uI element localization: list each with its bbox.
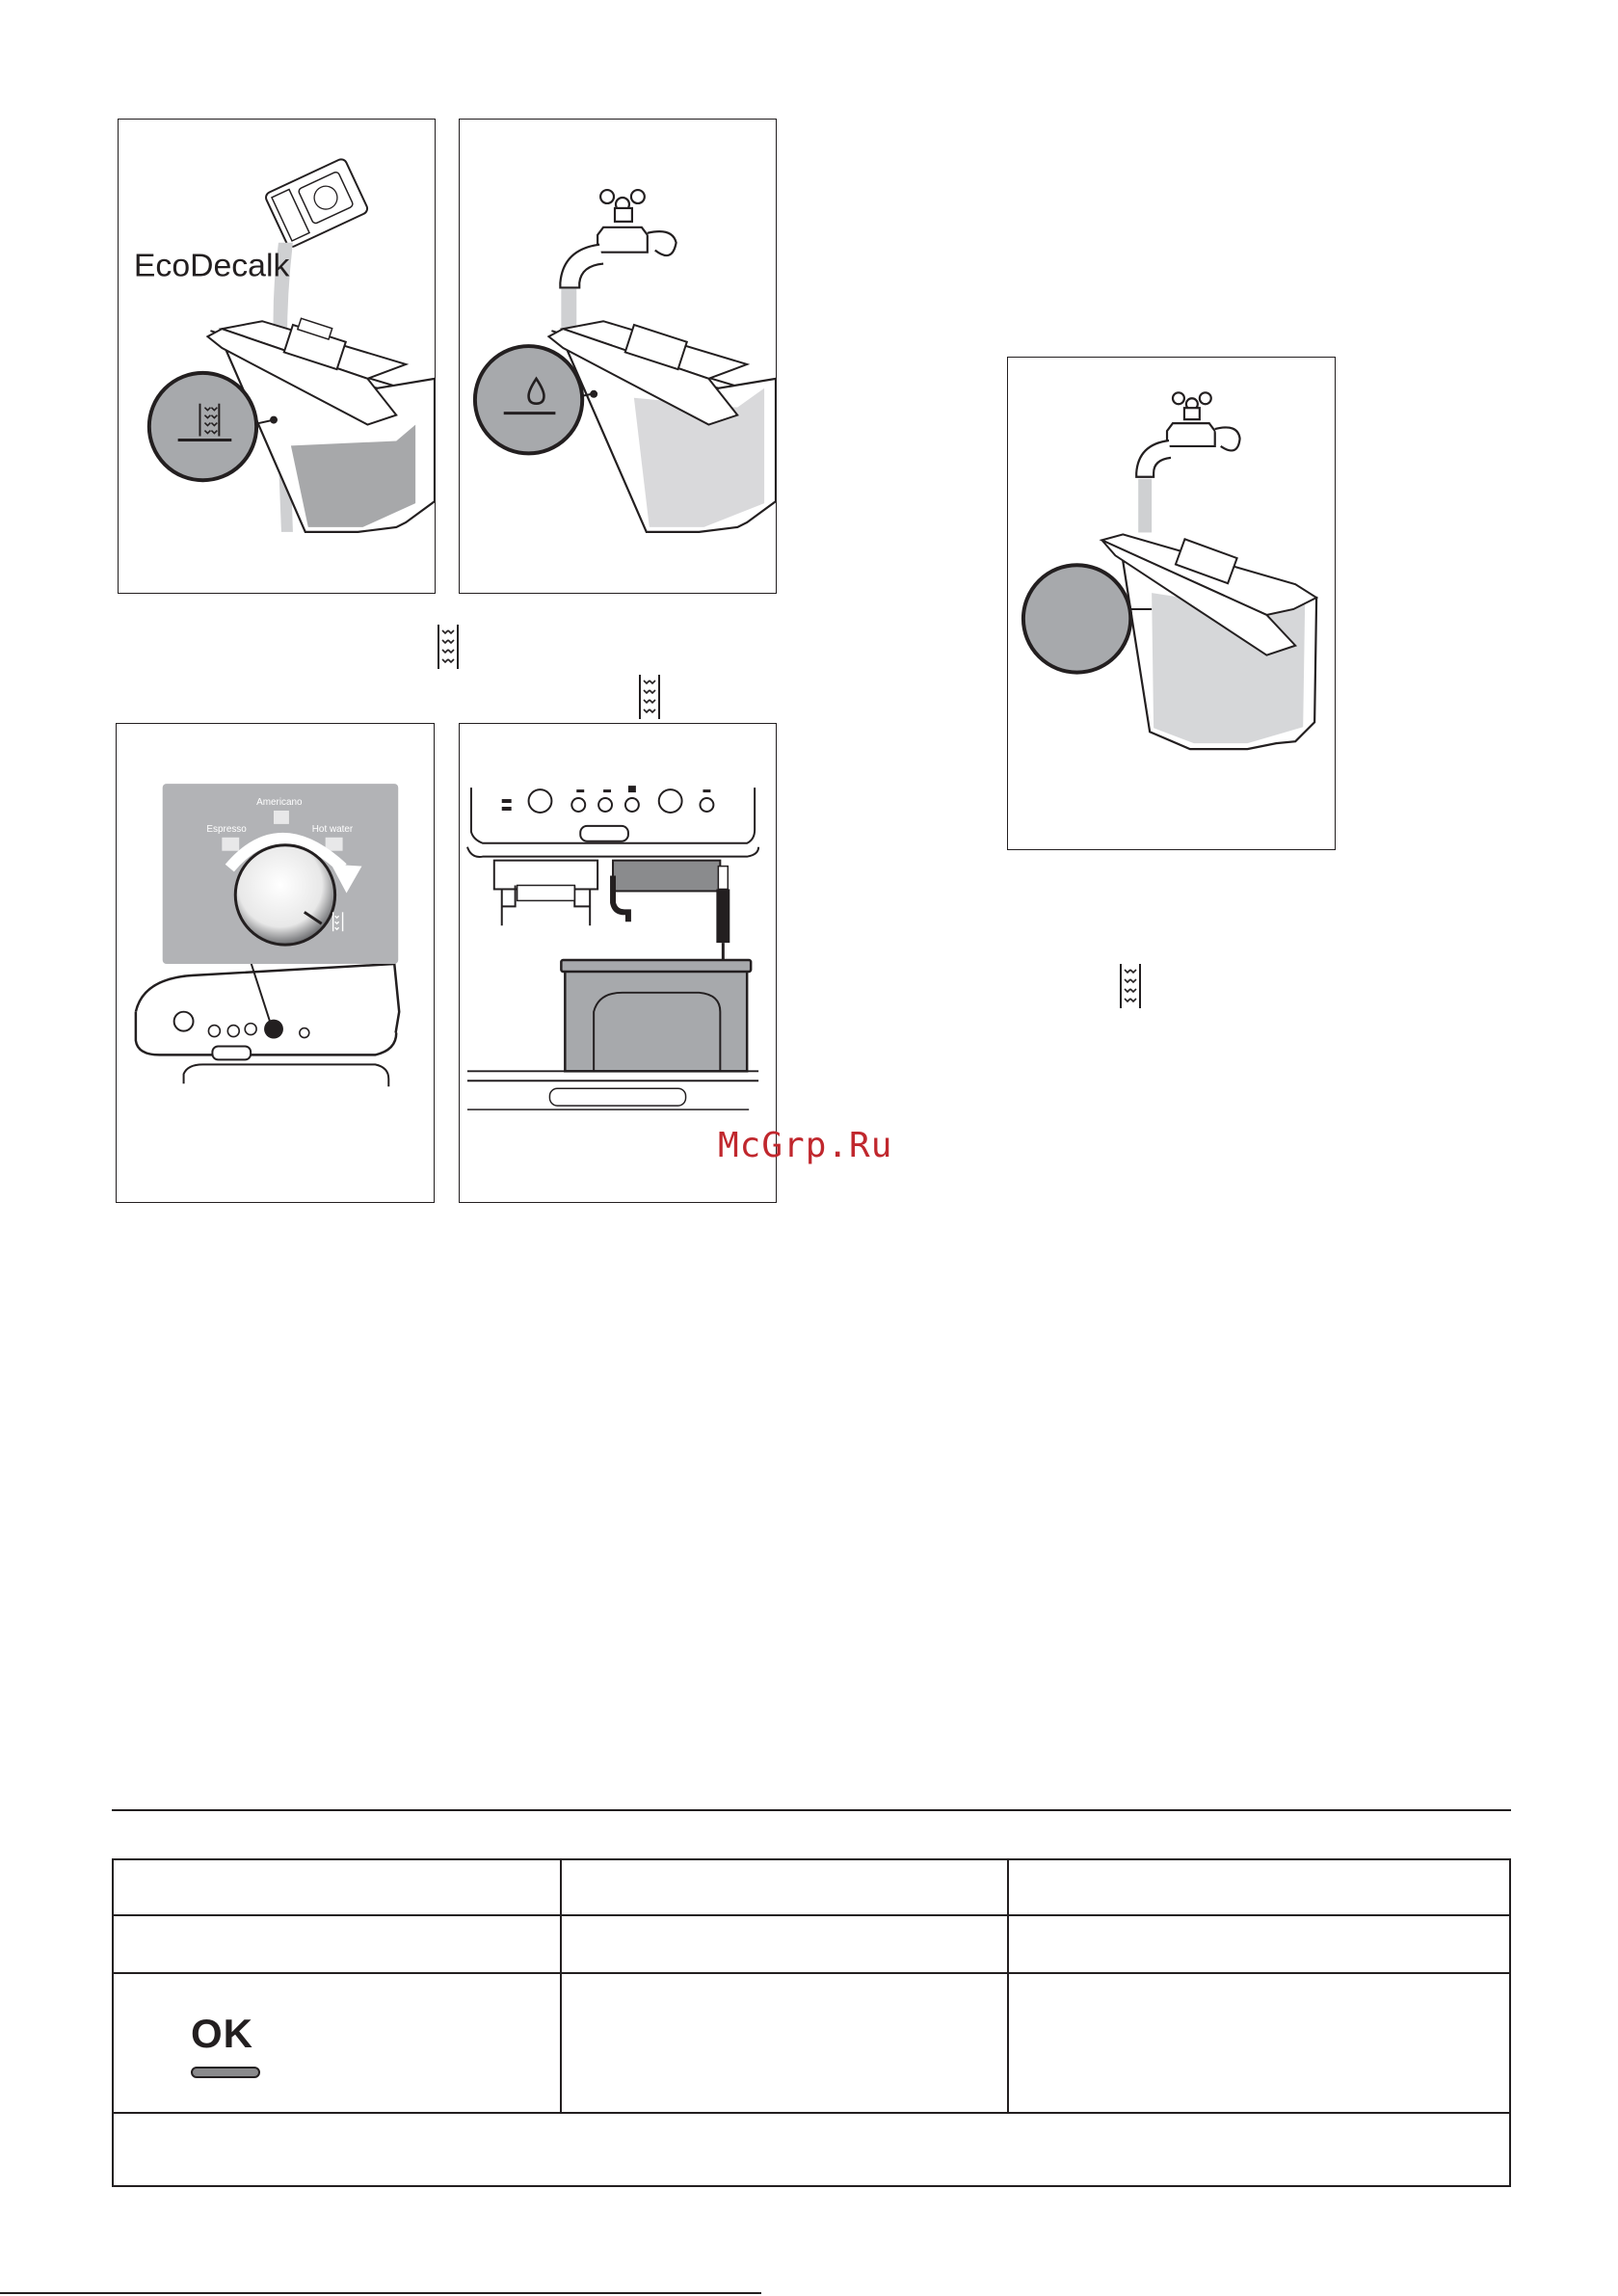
ok-indicator [114, 1974, 560, 2112]
refill-tank-illustration [1008, 358, 1335, 849]
ok-light-icon [191, 2067, 260, 2078]
table-row [113, 2113, 1510, 2186]
ecodecalk-label: EcoDecalk [133, 247, 290, 284]
figure-fill-water [459, 119, 777, 594]
table-cell [1008, 1973, 1510, 2113]
table-cell [113, 2113, 1510, 2186]
dial-label-hot-water: Hot water [311, 823, 354, 835]
dial-label-americano: Americano [256, 796, 303, 808]
table-cell [113, 1973, 561, 2113]
fill-water-illustration [460, 120, 776, 593]
section-divider [112, 1809, 1511, 1811]
rotate-dial-illustration [117, 724, 434, 1202]
pour-descaler-illustration [119, 120, 435, 593]
ok-label: OK [191, 2011, 253, 2056]
status-table [112, 1858, 1511, 2187]
table-cell [561, 1973, 1008, 2113]
figure-rotate-dial [116, 723, 435, 1203]
table-cell [1008, 1915, 1510, 1973]
table-cell [113, 1915, 561, 1973]
descale-icon [637, 673, 662, 723]
descale-icon [436, 623, 461, 673]
table-cell [561, 1915, 1008, 1973]
table-cell [1008, 1859, 1510, 1915]
descale-icon [1118, 962, 1143, 1012]
dial-label-espresso: Espresso [206, 823, 247, 835]
table-row [113, 1915, 1510, 1973]
table-row [113, 1973, 1510, 2113]
table-cell [561, 1859, 1008, 1915]
table-cell [113, 1859, 561, 1915]
page-footer-line [0, 2292, 761, 2294]
watermark: McGrp.Ru [718, 1126, 893, 1165]
figure-pour-descaler [118, 119, 436, 594]
figure-refill-tank [1007, 357, 1336, 850]
table-header-row [113, 1859, 1510, 1915]
